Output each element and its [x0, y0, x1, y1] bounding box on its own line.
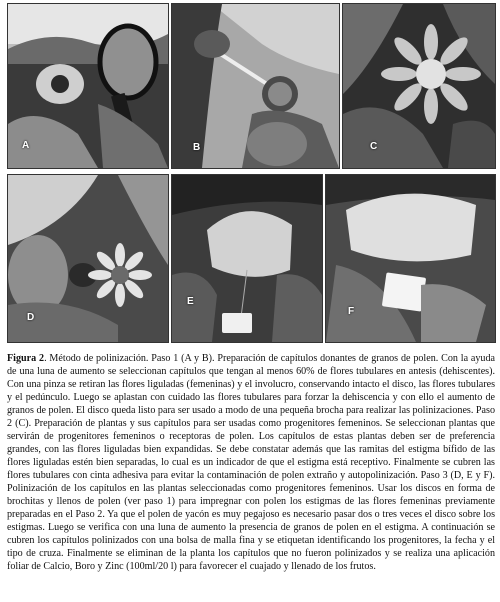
panel-label-f: F — [348, 306, 355, 317]
panel-label-b: B — [193, 142, 201, 153]
photo-panel-a — [7, 3, 169, 169]
panel-label-d: D — [27, 312, 35, 323]
photo-a-image — [8, 4, 168, 168]
photo-c-image — [343, 4, 495, 168]
panel-label-a: A — [22, 140, 30, 151]
photo-panel-f — [325, 174, 496, 343]
photo-panel-b — [171, 3, 340, 169]
photo-panel-e — [171, 174, 323, 343]
figure-caption — [7, 352, 495, 573]
photo-panel-d — [7, 174, 169, 343]
figure-label: Figura 2 — [7, 353, 45, 364]
photo-panel-c — [342, 3, 496, 169]
photo-e-image — [172, 175, 322, 342]
caption-body: . Método de polinización. Paso 1 (A y B). Preparación de capítulos donantes de granos de polen. Con la ayuda de una luna de aumento se seleccionan capítulos que tengan al menos 60% de flores tubulares en antesis (dehiscentes). Con una pinza se retiran las flores liguladas (femeninas) y el involucro, conservando intacto el disco, las flores tubulares y el pedúnculo. Luego se aplastan con cuidado las flores tubulares para forzar la dehiscencia y con ello el aumento de granos de polen. El disco queda listo para ser usado a modo de una pequeña brocha para realizar las polinizaciones. Paso 2 (C). Preparación de plantas y sus capítulos para ser usadas como progenitores femeninos. Se seleccionan plantas que servirán de progenitores femeninos o receptoras de polen. Los capítulos de estas plantas deben ser de preferencia grandes, con las flores liguladas bien expandidas. Se debe constatar además que las ramitas del estigma bífido de las flores liguladas estén bien separadas, lo cual es un indicador de que el estigma está receptivo. Finalmente se cubren las flores tubulares con cinta adhesiva para evitar la contaminación de polen extraño y autopolinización. Paso 3 (D, E y F). Polinización de los capítulos en las plantas seleccionadas como progenitores femeninos. Usar los discos en forma de brochitas y llenos de polen (ver paso 1) para impregnar con polen los estigmas de las flores femeninas previamente preparadas en el Paso 2. Ya que el polen de yacón es muy pegajoso es necesario pasar dos o tres veces el disco sobre los estigmas. Luego se verifica con una luna de aumento la presencia de granos de polen en el estigma. A continuación se cubren los capítulos polinizados con una bolsa de malla fina y se etiquetan identificando los progenitores, la fecha y el tipo de cruza. Finalmente se eliminan de la planta los capítulos que no fueron polinizados y se realiza una aplicación foliar de Calcio, Boro y Zinc (100ml/20 l) para favorecer el cuajado y llenado de los frutos. — [7, 353, 496, 572]
panel-label-e: E — [187, 296, 194, 307]
panel-label-c: C — [370, 141, 378, 152]
